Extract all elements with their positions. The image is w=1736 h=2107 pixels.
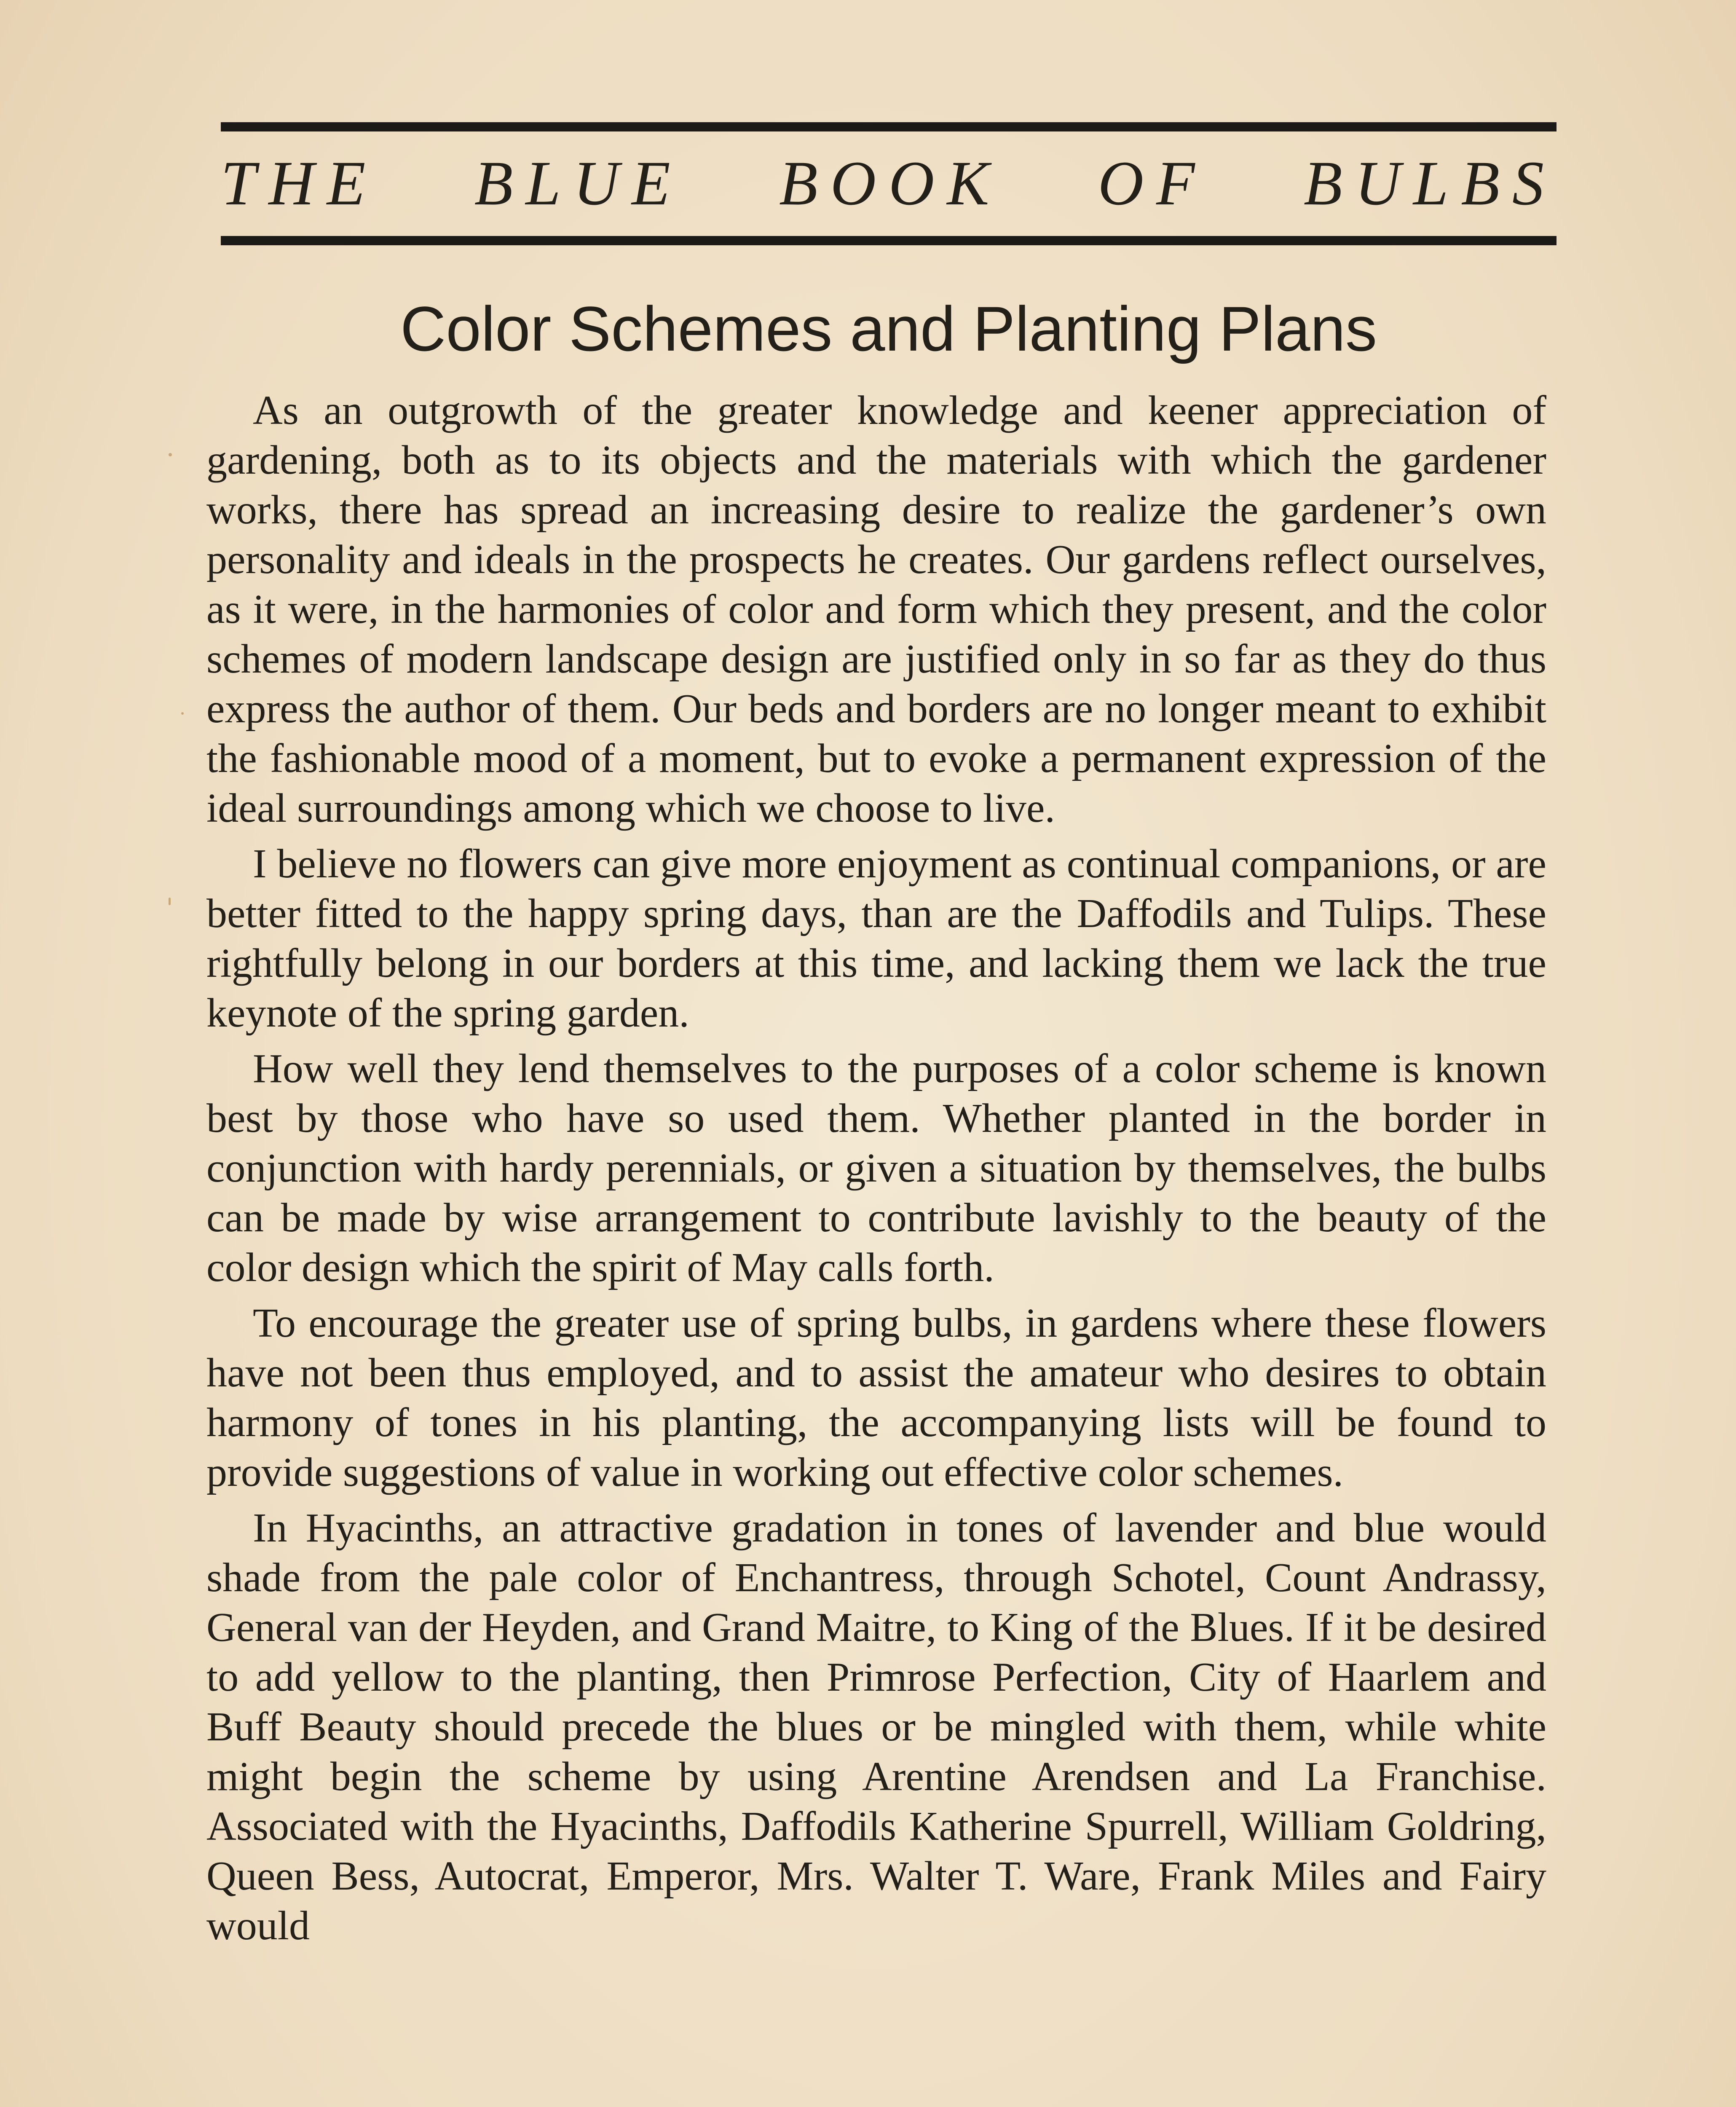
- header-rule-bottom: [221, 236, 1557, 245]
- paragraph: I believe no flowers can give more enjoyment as continual companions, or are better fitted to the happy spring days, than are the Daffodils and Tulips. These rightfully belong in our borders at this time, and lacking them we lack the true keynote of the spring garden.: [206, 841, 1546, 1036]
- body-text: [206, 386, 1546, 2107]
- header-rule-top: [221, 122, 1557, 131]
- paragraph: In Hyacinths, an attractive gradation in tones of lavender and blue would shade from the pale color of Enchantress, through Schotel, Count Andrassy, General van der Heyden, and Grand Maitre, to King of the Blues. If it be desired to add yellow to the planting, then Primrose Perfection, City of Haarlem and Buff Beauty should precede the blues or be mingled with them, while white might begin the scheme by using Arentine Arendsen and La Franchise. Associated with the Hyacinths, Daffodils Katherine Spurrell, William Goldring, Queen Bess, Autocrat, Emperor, Mrs. Walter T. Ware, Frank Miles and Fairy would: [206, 1505, 1546, 1949]
- running-header: THE BLUE BOOK OF BULBS: [221, 148, 1557, 218]
- paper-speck: [181, 712, 184, 715]
- paragraph: To encourage the greater use of spring bulbs, in gardens where these flowers have not been thus employed, and to assist the amateur who desires to obtain harmony of tones in his planting, the accompanying lists will be found to provide suggestions of value in working out effective color schemes.: [206, 1300, 1546, 1495]
- paragraph: How well they lend themselves to the purposes of a color scheme is known best by those who have so used them. Whether planted in the border in conjunction with hardy perennials, or given a situation by themselves, the bulbs can be made by wise arrangement to contribute lavishly to the beauty of the color design which the spirit of May calls forth.: [206, 1046, 1546, 1290]
- paper-speck: [169, 898, 171, 905]
- section-title: Color Schemes and Planting Plans: [400, 293, 1377, 364]
- paper-speck: [169, 453, 172, 456]
- paragraph: As an outgrowth of the greater knowledge and keener appreciation of gardening, both as to its objects and the materials with which the gardener works, there has spread an increasing desire to realize the gardener’s own personality and ideals in the prospects he creates. Our gardens reflect ourselves, as it were, in the harmonies of color and form which they present, and the color schemes of modern landscape design are justified only in so far as they do thus express the author of them. Our beds and borders are no longer meant to exhibit the fashionable mood of a moment, but to evoke a permanent expression of the ideal surroundings among which we choose to live.: [206, 388, 1546, 831]
